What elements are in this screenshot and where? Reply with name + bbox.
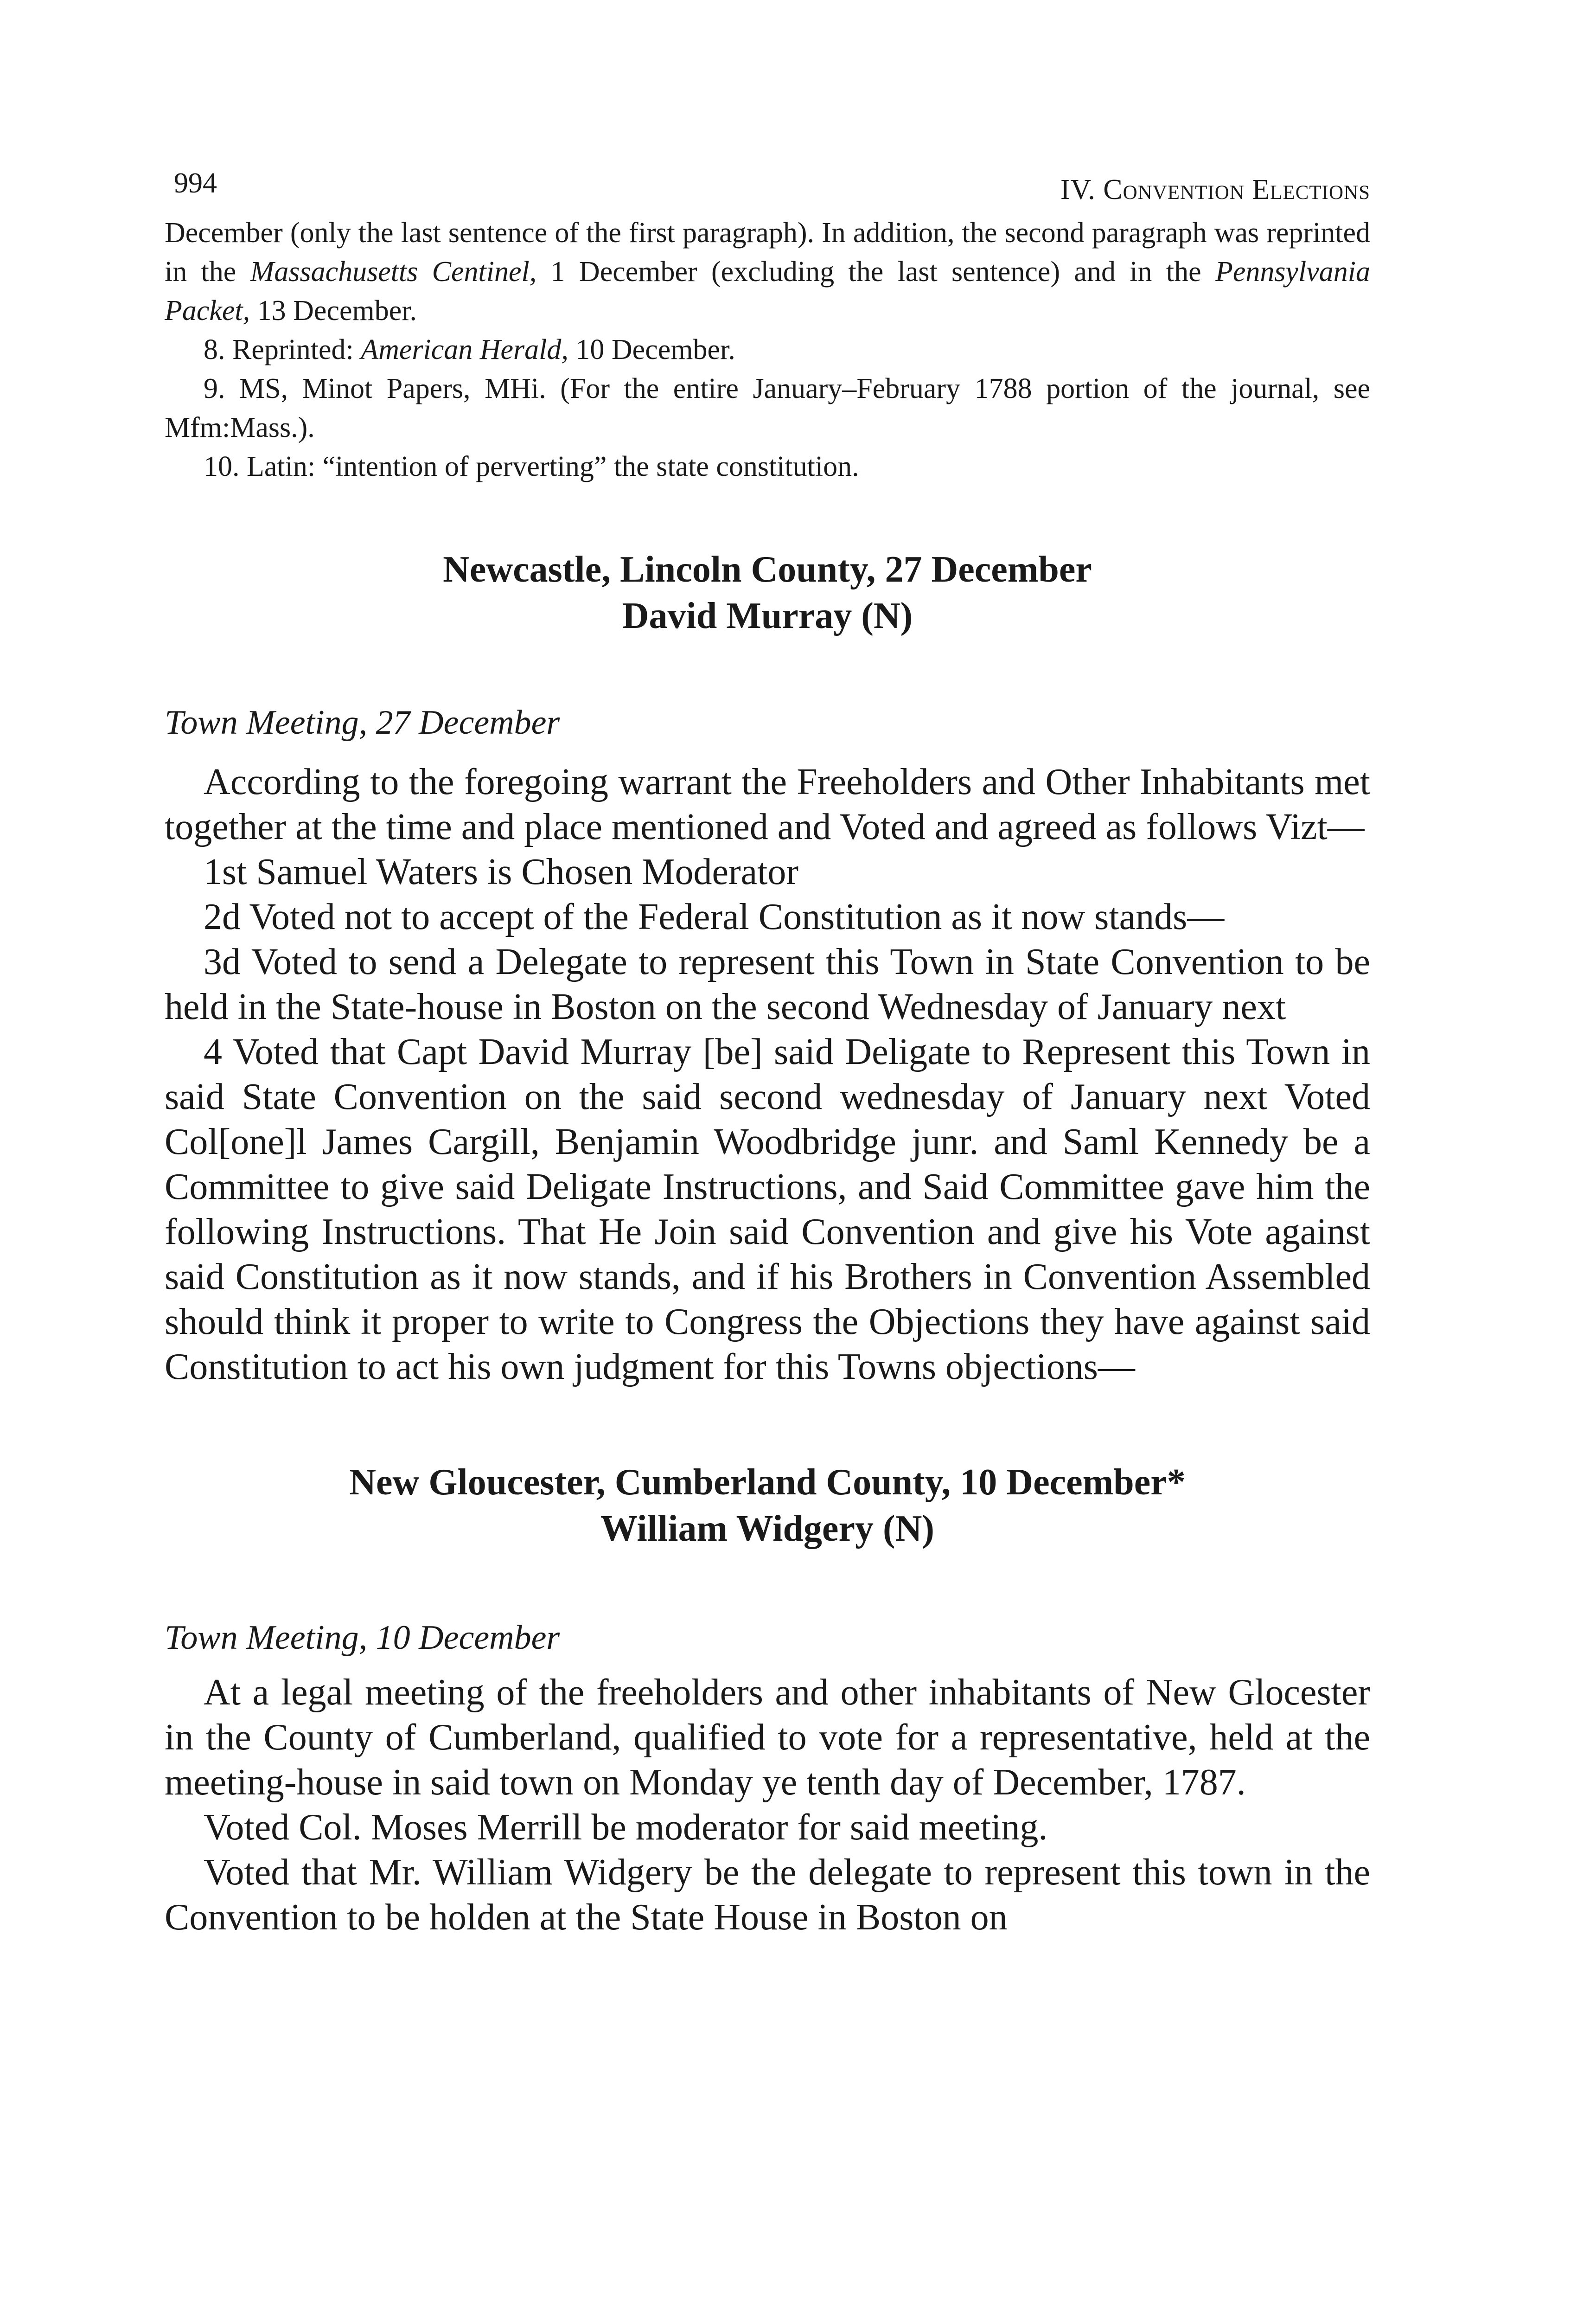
publication-title: American Herald, <box>361 334 568 365</box>
note-text: 8. Reprinted: <box>204 334 361 365</box>
page-number: 994 <box>174 167 217 199</box>
paragraph: 4 Voted that Capt David Murray [be] said Deligate to Represent this Town in said State Convention on the said second wednesday of January next Voted Col[one]l James Cargill, Benjamin Woodbridge junr. and Saml Kennedy be a Committee to give said Deligate Instructions, and Said Committee gave him the following Instructions. That He Join said Convention and give his Vote against said Constitution as it now stands, and if his Brothers in Convention Assembled should think it proper to write to Congress the Objections they have against said Constitution to act his own judgment for this Towns objections— <box>165 1031 1370 1387</box>
document-page <box>165 167 1370 1940</box>
paragraph: According to the foregoing warrant the Freeholders and Other Inhabitants met together at the time and place mentioned and Voted and agreed as follows Vizt— <box>165 762 1370 847</box>
note-text: 10 December. <box>568 334 735 365</box>
paragraph: At a legal meeting of the freeholders and other inhabitants of New Glocester in the County of Cumberland, qualified to vote for a representative, held at the meeting-house in said town on Monday ye tenth day of December, 1787. <box>165 1672 1370 1803</box>
note-text: December (only the last sentence of the first paragraph). In addition, the second paragraph was reprinted in the <box>165 217 1370 288</box>
heading-delegate: David Murray (N) <box>622 596 913 636</box>
section-heading-newcastle <box>165 546 1370 639</box>
subheading-town-meeting: Town Meeting, 27 December <box>165 704 560 742</box>
footnotes-block <box>165 213 1370 486</box>
heading-delegate: William Widgery (N) <box>600 1508 934 1549</box>
note-continuation <box>165 213 1370 330</box>
paragraph: Voted Col. Moses Merrill be moderator for said meeting. <box>204 1807 1048 1848</box>
subheading-town-meeting: Town Meeting, 10 December <box>165 1619 560 1657</box>
heading-town: Newcastle, Lincoln County, 27 December <box>443 549 1092 590</box>
paragraph: 2d Voted not to accept of the Federal Constitution as it now stands— <box>204 897 1225 937</box>
paragraph: 3d Voted to send a Delegate to represent this Town in State Convention to be held in the State-house in Boston on the second Wednesday of January next <box>165 942 1370 1027</box>
paragraph: 1st Samuel Waters is Chosen Moderator <box>204 852 799 892</box>
note-8 <box>165 330 1370 369</box>
note-10: 10. Latin: “intention of perverting” the state constitution. <box>204 451 859 482</box>
running-head <box>165 167 1370 213</box>
section-heading-new-gloucester <box>165 1459 1370 1552</box>
publication-title: Massachusetts Centinel, <box>250 256 537 288</box>
section-body-newcastle <box>165 760 1370 1390</box>
paragraph: Voted that Mr. William Widgery be the delegate to represent this town in the Convention to be holden at the State House in Boston on <box>165 1852 1370 1938</box>
section-body-new-gloucester <box>165 1670 1370 1940</box>
publication-title: Pennsylvania Packet, <box>165 256 1370 327</box>
note-9: 9. MS, Minot Papers, MHi. (For the entire January–February 1788 portion of the journal, see Mfm:Mass.). <box>165 373 1370 443</box>
note-text: 1 December (excluding the last sentence) and in the <box>536 256 1215 288</box>
running-section-title: IV. Convention Elections <box>1060 174 1370 205</box>
note-text: 13 December. <box>250 295 417 327</box>
heading-town: New Gloucester, Cumberland County, 10 December* <box>349 1462 1186 1503</box>
